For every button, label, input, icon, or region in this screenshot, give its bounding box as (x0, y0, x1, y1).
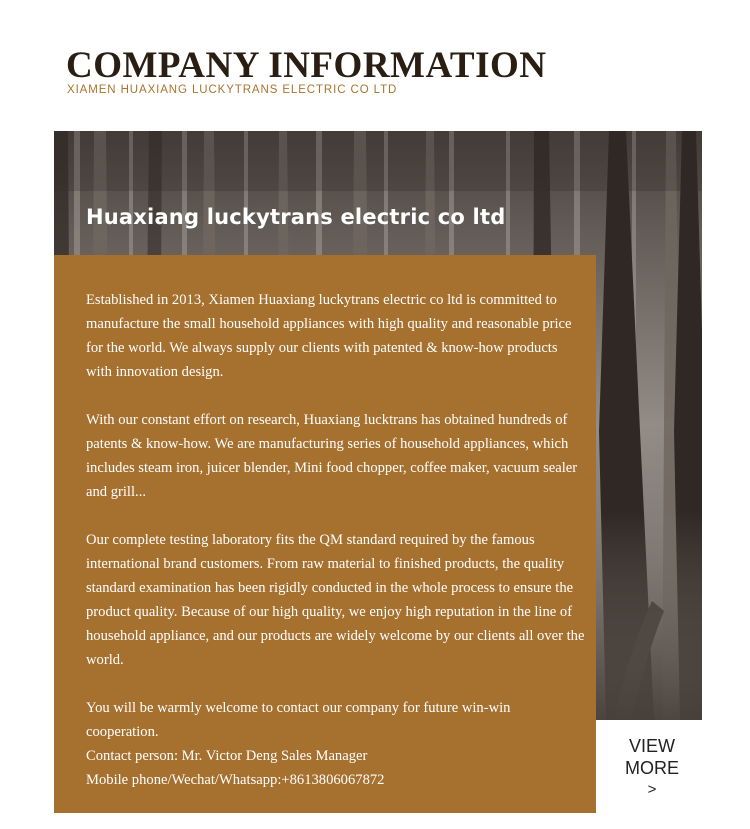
contact-person-text: Contact person: Mr. Victor Deng Sales Manager (86, 748, 368, 764)
page-subtitle: XIAMEN HUAXIANG LUCKYTRANS ELECTRIC CO LTD (67, 84, 398, 96)
mobile-contact-text: Mobile phone/Wechat/Whatsapp:+8613806067872 (86, 772, 385, 788)
cooperation-paragraph: You will be warmly welcome to contact our company for future win-win cooperation. (86, 700, 511, 740)
view-more-link[interactable] (600, 735, 704, 801)
page-title: COMPANY INFORMATION (66, 45, 547, 86)
chevron-right-icon: > (647, 781, 657, 798)
hero-heading: Huaxiang luckytrans electric co ltd (86, 205, 506, 229)
quality-paragraph: Our complete testing laboratory fits the QM standard required by the famous international brand customers. From raw material to finished products, the quality standard examination has been rigidly conducted in the whole process to ensure the product quality. Because of our high quality, we enjoy high reputation in the line of household appliance, and our products are widely welcome by our clients all over the world. (86, 532, 585, 668)
company-description-panel (54, 255, 596, 813)
view-more-label-line-2: MORE (625, 758, 679, 778)
research-paragraph: With our constant effort on research, Huaxiang lucktrans has obtained hundreds of patents & know-how. We are manufacturing series of household appliances, which includes steam iron, juicer blender, Mini food chopper, coffee maker, vacuum sealer and grill... (86, 412, 578, 500)
intro-paragraph: Established in 2013, Xiamen Huaxiang luckytrans electric co ltd is committed to manufacture the small household appliances with high quality and reasonable price for the world. We always supply our clients with patented & know-how products with innovation design. (86, 292, 572, 380)
company-description-text (86, 288, 586, 792)
view-more-label-line-1: VIEW (628, 736, 675, 756)
